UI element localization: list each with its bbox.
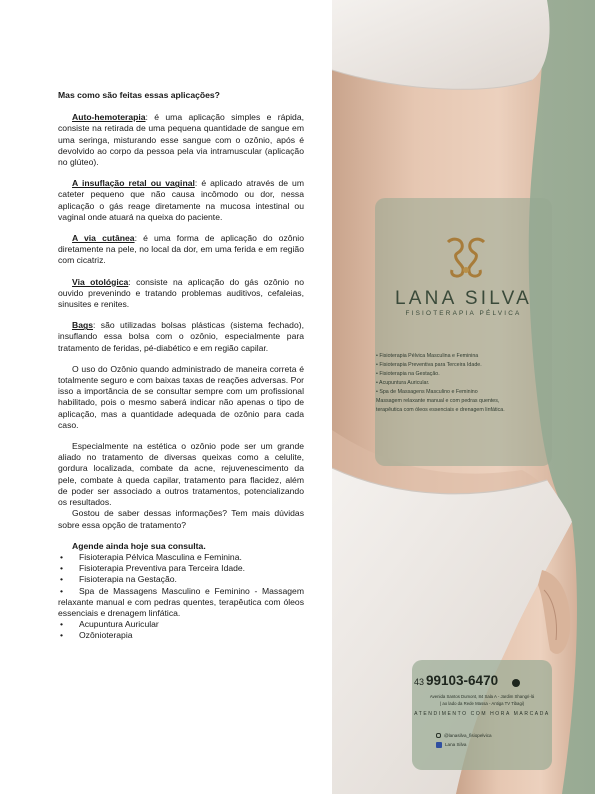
services-list — [58, 552, 304, 642]
ad-service-item: terapêutica com óleos essenciais e drenagem linfática. — [376, 407, 505, 413]
address-line-1: Avenida Santos Dumont, 84 Sala A - Jardim Shangri-lá — [429, 694, 535, 699]
via-otologica-text: : consiste na aplicação do gás ozônio no ouvido prevenindo e tratando problemas auditivos, cefaleias, sinusites e renites. — [58, 276, 304, 310]
bags-term: Bags — [72, 320, 94, 331]
ad-service-item: • Fisioterapia Pélvica Masculina e Feminina — [376, 353, 479, 359]
gostou-paragraph: Gostou de saber dessas informações? Tem mais dúvidas sobre essa opção de tratamento? — [58, 508, 304, 530]
article-question: Mas como são feitas essas aplicações? — [58, 90, 220, 100]
facebook-icon — [436, 742, 442, 748]
ad-service-item: • Fisioterapia na Gestação. — [376, 371, 440, 377]
ad-service-item: • Spa de Massagens Masculino e Feminino — [376, 389, 478, 395]
whatsapp-icon — [512, 679, 520, 687]
instagram-link[interactable] — [436, 731, 492, 740]
phone-digits: 99103-6470 — [426, 673, 499, 688]
ad-services — [376, 352, 554, 415]
estetica-paragraph: Especialmente na estética o ozônio pode ser um grande aliado no tratamento de diversas queixas como a celulite, gordura localizada, combate da acne, rejuvenescimento da pele, combate à queda capilar, tratamento para flacidez, além de poder ser associado a outros tratamentos, potencializando os resultados. — [58, 441, 304, 508]
insuflacao-paragraph — [58, 178, 304, 223]
bags-text: : são utilizadas bolsas plásticas (sistema fechado), insuflando essa bolsa com o ozônio, especialmente para tratamento de feridas, pé-diabético e em região capilar. — [58, 320, 304, 353]
via-cutanea-paragraph — [58, 233, 304, 267]
phone-area-code: 43 — [414, 677, 425, 687]
auto-hemoterapia-text: : é uma aplicação simples e rápida, consiste na retirada de uma pequena quantidade de sangue em uma seringa, misturando esse sangue com o ozônio, após é devolvido ao corpo da pessoa pela via intramuscular (aplicação no glúteo). — [58, 112, 304, 168]
list-item: • Acupuntura Auricular — [58, 619, 304, 630]
via-cutanea-text: : é uma forma de aplicação do ozônio diretamente na pele, no local da dor, em uma ferida e em região com cicatriz. — [58, 233, 304, 266]
address-line-2: ( ao lado da Rede Massa - Antiga TV Tibagi) — [439, 701, 525, 706]
agende-heading: Agende ainda hoje sua consulta. — [72, 540, 206, 551]
article — [58, 90, 304, 642]
via-otologica-term: Via otológica — [72, 276, 129, 287]
appointment-note: ATENDIMENTO COM HORA MARCADA — [414, 711, 550, 717]
list-item: • Fisioterapia na Gestação. — [58, 574, 304, 585]
brand-name: LANA SILVA — [395, 288, 532, 309]
list-item: • Ozônioterapia — [58, 630, 304, 641]
address — [412, 693, 552, 707]
via-otologica-paragraph — [58, 277, 304, 311]
social-links — [436, 731, 492, 749]
list-item: • Fisioterapia Pélvica Masculina e Feminina. — [58, 552, 304, 563]
auto-hemoterapia-paragraph — [58, 112, 304, 168]
list-item: • Spa de Massagens Masculino e Feminino - Massagem relaxante manual e com pedras quentes, terapêutica com óleos essenciais e drenagem linfática. — [58, 586, 304, 620]
insuflacao-term: A insuflação retal ou vaginal — [72, 178, 195, 189]
via-cutanea-term: A via cutânea — [72, 233, 135, 244]
instagram-icon — [436, 733, 441, 738]
insuflacao-text: : é aplicado através de um cateter pequeno que não causa incômodo ou dor, nessa aplicação o gás reage diretamente na mucosa intestinal ou vaginal onde atuará na queixa do paciente. — [58, 178, 304, 222]
facebook-handle: Lana Silva — [445, 742, 467, 747]
ad-service-item: Massagem relaxante manual e com pedras quentes, — [376, 398, 500, 404]
list-item: • Fisioterapia Preventiva para Terceira Idade. — [58, 563, 304, 574]
ad-service-item: • Acupuntura Auricular. — [376, 380, 430, 386]
seahorse-logo-icon — [440, 236, 492, 278]
bags-paragraph — [58, 320, 304, 354]
auto-hemoterapia-term: Auto-hemoterapia — [72, 112, 146, 123]
brand-tagline: FISIOTERAPIA PÉLVICA — [405, 310, 522, 317]
facebook-link[interactable] — [436, 740, 492, 749]
instagram-handle: @lanasilva_fisiopelvica — [444, 733, 492, 738]
ad-service-item: • Fisioterapia Preventiva para Terceira Idade. — [376, 362, 482, 368]
uso-paragraph: O uso do Ozônio quando administrado de maneira correta é totalmente seguro e com baixas taxas de reações adversas. Por isso a importância de se consultar sempre com um profissional habilitado, pois o mesmo saberá indicar não apenas o tipo de aplicação, mas a quantidade adequada de ozônio para cada caso. — [58, 363, 304, 430]
